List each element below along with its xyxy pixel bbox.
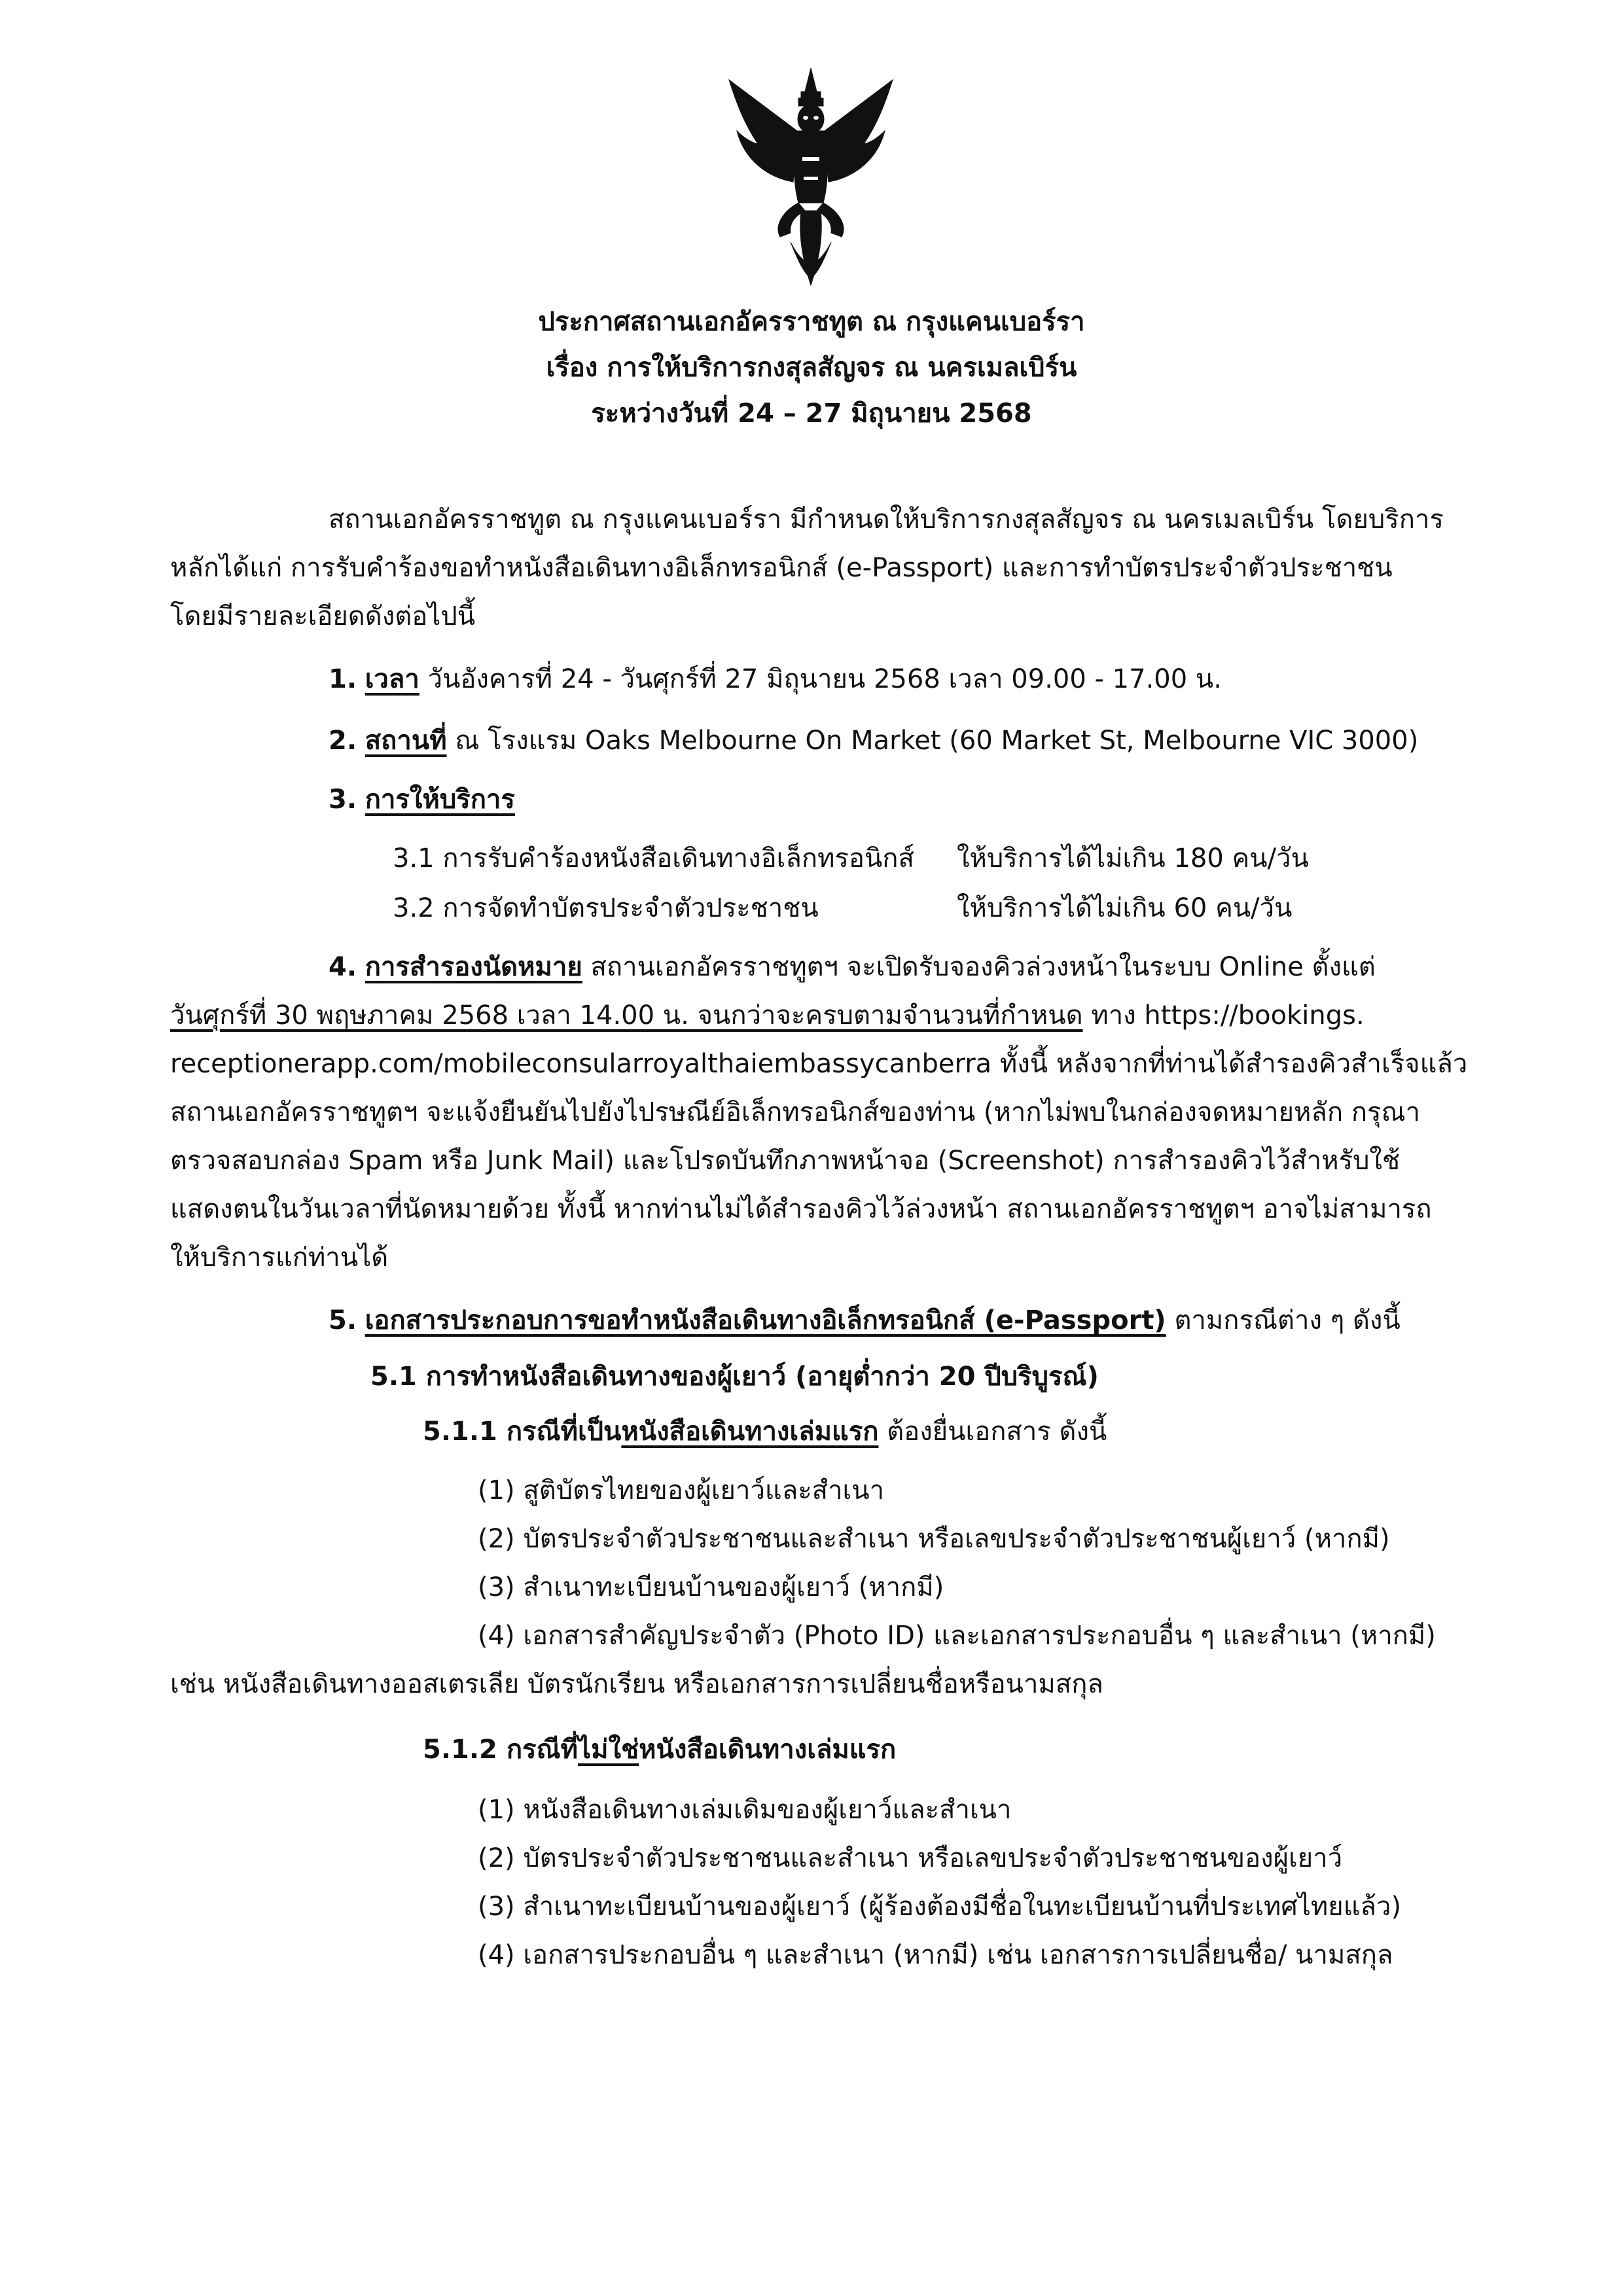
announcement-subject: เรื่อง การให้บริการกงสุลสัญจร ณ นครเมลเบิร์น [546,353,1077,383]
booking-open-date: วันศุกร์ที่ 30 พฤษภาคม 2568 เวลา 14.00 น. จนกว่าจะครบตามจำนวนที่กำหนด [170,1000,1083,1031]
section-underlined: ไม่ใช่ [578,1735,639,1765]
section-prefix: 5.1.2 กรณีที่ [423,1735,578,1765]
section-underlined: หนังสือเดินทางเล่มแรก [621,1417,879,1447]
document-item: (2) บัตรประจำตัวประชาชนและสำเนา หรือเลขประจำตัวประชาชนของผู้เยาว์ [478,1843,1343,1873]
section-rest: ต้องยื่นเอกสาร ดังนี้ [887,1417,1107,1447]
item-text: ณ โรงแรม Oaks Melbourne On Market (60 Market St, Melbourne VIC 3000) [455,726,1419,756]
document-item: (3) สำเนาทะเบียนบ้านของผู้เยาว์ (ผู้ร้องต้องมีชื่อในทะเบียนบ้านที่ประเทศไทยแล้ว) [478,1892,1402,1922]
section-5-1-heading: 5.1 การทำหนังสือเดินทางของผู้เยาว์ (อายุต่ำกว่า 20 ปีบริบูรณ์) [370,1362,1099,1392]
section-5-1-2-heading [423,1731,896,1768]
item-number: 3. [329,785,357,815]
section-prefix: 5.1.1 กรณีที่เป็น [423,1417,622,1447]
document-item-continuation: เช่น หนังสือเดินทางออสเตรเลีย บัตรนักเรียน หรือเอกสารการเปลี่ยนชื่อหรือนามสกุล [170,1669,1103,1699]
booking-line: receptionerapp.com/mobileconsularroyalthaiembassycanberra ทั้งนี้ หลังจากที่ท่านได้สำรองคิวสำเร็จแล้ว [170,1049,1468,1079]
booking-line: สถานเอกอัครราชทูตฯ จะแจ้งยืนยันไปยังไปรษณีย์อิเล็กทรอนิกส์ของท่าน (หากไม่พบในกล่องจดหมายหลัก กรุณา [170,1097,1421,1127]
item-time [329,661,1222,698]
document-item: (4) เอกสารประกอบอื่น ๆ และสำเนา (หากมี) เช่น เอกสารการเปลี่ยนชื่อ/ นามสกุล [478,1940,1393,1970]
garuda-emblem-icon [725,65,897,288]
item-label: การสำรองนัดหมาย [365,952,582,982]
item-number: 5. [329,1305,357,1335]
announcement-dates: ระหว่างวันที่ 24 – 27 มิถุนายน 2568 [591,398,1032,429]
item-text: วันอังคารที่ 24 - วันศุกร์ที่ 27 มิถุนายน 2568 เวลา 09.00 - 17.00 น. [427,664,1222,694]
item-number: 4. [329,952,357,982]
booking-url-start: ทาง https://bookings. [1091,1000,1364,1031]
section-5-1-1-heading [423,1413,1107,1450]
item-number: 1. [329,664,357,694]
item-documents [329,1302,1400,1339]
booking-line: ให้บริการแก่ท่านได้ [170,1243,389,1273]
announcement-title: ประกาศสถานเอกอัครราชทูต ณ กรุงแคนเบอร์รา [538,307,1085,337]
service-name: 3.1 การรับคำร้องหนังสือเดินทางอิเล็กทรอนิกส์ [393,843,914,874]
document-item: (1) หนังสือเดินทางเล่มเดิมของผู้เยาว์และสำเนา [478,1795,1012,1825]
intro-line: หลักได้แก่ การรับคำร้องขอทำหนังสือเดินทางอิเล็กทรอนิกส์ (e-Passport) และการทำบัตรประจำตัวประชาชน [170,553,1393,583]
booking-line [170,997,1364,1034]
item-booking [329,949,1376,985]
item-services [329,781,515,818]
item-label: การให้บริการ [365,785,515,815]
section-rest: หนังสือเดินทางเล่มแรก [639,1735,897,1765]
service-capacity: ให้บริการได้ไม่เกิน 60 คน/วัน [957,893,1293,923]
item-text: สถานเอกอัครราชทูตฯ จะเปิดรับจองคิวล่วงหน้าในระบบ Online ตั้งแต่ [590,952,1376,982]
item-label: สถานที่ [365,726,447,756]
booking-line: แสดงตนในวันเวลาที่นัดหมายด้วย ทั้งนี้ หากท่านไม่ได้สำรองคิวไว้ล่วงหน้า สถานเอกอัครราชทูตฯ อาจไม่สามารถ [170,1194,1432,1224]
document-item: (2) บัตรประจำตัวประชาชนและสำเนา หรือเลขประจำตัวประชาชนผู้เยาว์ (หากมี) [478,1524,1390,1554]
item-label: เวลา [365,664,419,694]
document-item: (4) เอกสารสำคัญประจำตัว (Photo ID) และเอกสารประกอบอื่น ๆ และสำเนา (หากมี) [478,1621,1436,1651]
item-text: ตามกรณีต่าง ๆ ดังนี้ [1174,1305,1400,1335]
intro-line: สถานเอกอัครราชทูต ณ กรุงแคนเบอร์รา มีกำหนดให้บริการกงสุลสัญจร ณ นครเมลเบิร์น โดยบริการ [329,504,1444,535]
document-item: (1) สูติบัตรไทยของผู้เยาว์และสำเนา [478,1475,885,1506]
service-name: 3.2 การจัดทำบัตรประจำตัวประชาชน [393,893,819,923]
item-location [329,722,1418,759]
document-item: (3) สำเนาทะเบียนบ้านของผู้เยาว์ (หากมี) [478,1572,944,1602]
service-capacity: ให้บริการได้ไม่เกิน 180 คน/วัน [957,843,1309,874]
intro-line: โดยมีรายละเอียดดังต่อไปนี้ [170,601,476,631]
item-number: 2. [329,726,357,756]
item-label: เอกสารประกอบการขอทำหนังสือเดินทางอิเล็กทรอนิกส์ (e-Passport) [365,1305,1166,1335]
booking-line: ตรวจสอบกล่อง Spam หรือ Junk Mail) และโปรดบันทึกภาพหน้าจอ (Screenshot) การสำรองคิวไว้สำหรับใช้ [170,1146,1400,1176]
